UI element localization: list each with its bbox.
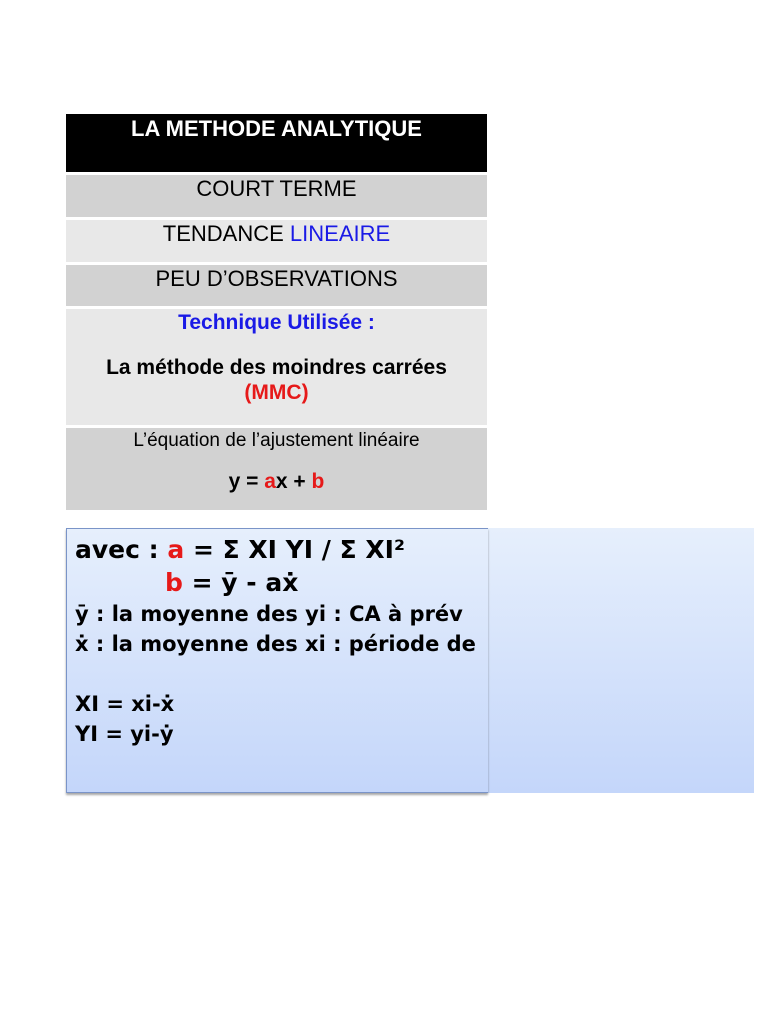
- formula-avec: avec :: [75, 535, 168, 564]
- table-title: LA METHODE ANALYTIQUE: [131, 116, 422, 141]
- formula-a-symbol: a: [167, 535, 185, 564]
- formula-line-xdot: ẋ : la moyenne des xi : période de: [75, 632, 476, 656]
- row-peu-observations-text: PEU D’OBSERVATIONS: [155, 266, 398, 291]
- formula-line-ybar: ȳ : la moyenne des yi : CA à prév: [75, 602, 463, 626]
- formula-panel: [66, 528, 488, 793]
- formula-b-symbol: b: [165, 568, 183, 597]
- equation-x-plus: x +: [275, 470, 312, 493]
- formula-line-XI: XI = xi-ẋ: [75, 692, 175, 716]
- equation-b: b: [311, 470, 325, 493]
- technique-label: Technique Utilisée :: [178, 311, 375, 334]
- formula-gap: [75, 659, 488, 689]
- row-technique: [66, 309, 487, 425]
- equation-label: L’équation de l’ajustement linéaire: [133, 430, 420, 451]
- equation-a: a: [264, 470, 276, 493]
- method-abbr: (MMC): [244, 381, 309, 404]
- table-title-row: [66, 114, 487, 172]
- formula-panel-content: [66, 528, 488, 793]
- method-name: La méthode des moindres carrées: [106, 356, 447, 379]
- row-tendance-highlight: LINEAIRE: [289, 221, 391, 246]
- row-court-terme: [66, 175, 487, 217]
- formula-line-a: [75, 533, 488, 567]
- row-tendance: [66, 220, 487, 262]
- formula-panel-extension: [488, 528, 754, 793]
- formula-line-YI: YI = yi-ẏ: [75, 722, 174, 746]
- row-court-terme-text: COURT TERME: [196, 176, 357, 201]
- formula-b-rest: = ȳ - aẋ: [182, 568, 299, 597]
- row-equation: [66, 428, 487, 510]
- formula-line-b: [75, 567, 488, 599]
- row-tendance-prefix: TENDANCE: [162, 221, 290, 246]
- row-peu-observations: [66, 265, 487, 306]
- equation: [66, 470, 487, 494]
- formula-a-rest: = Σ XI YI / Σ XI²: [184, 535, 405, 564]
- equation-y: y =: [228, 470, 265, 493]
